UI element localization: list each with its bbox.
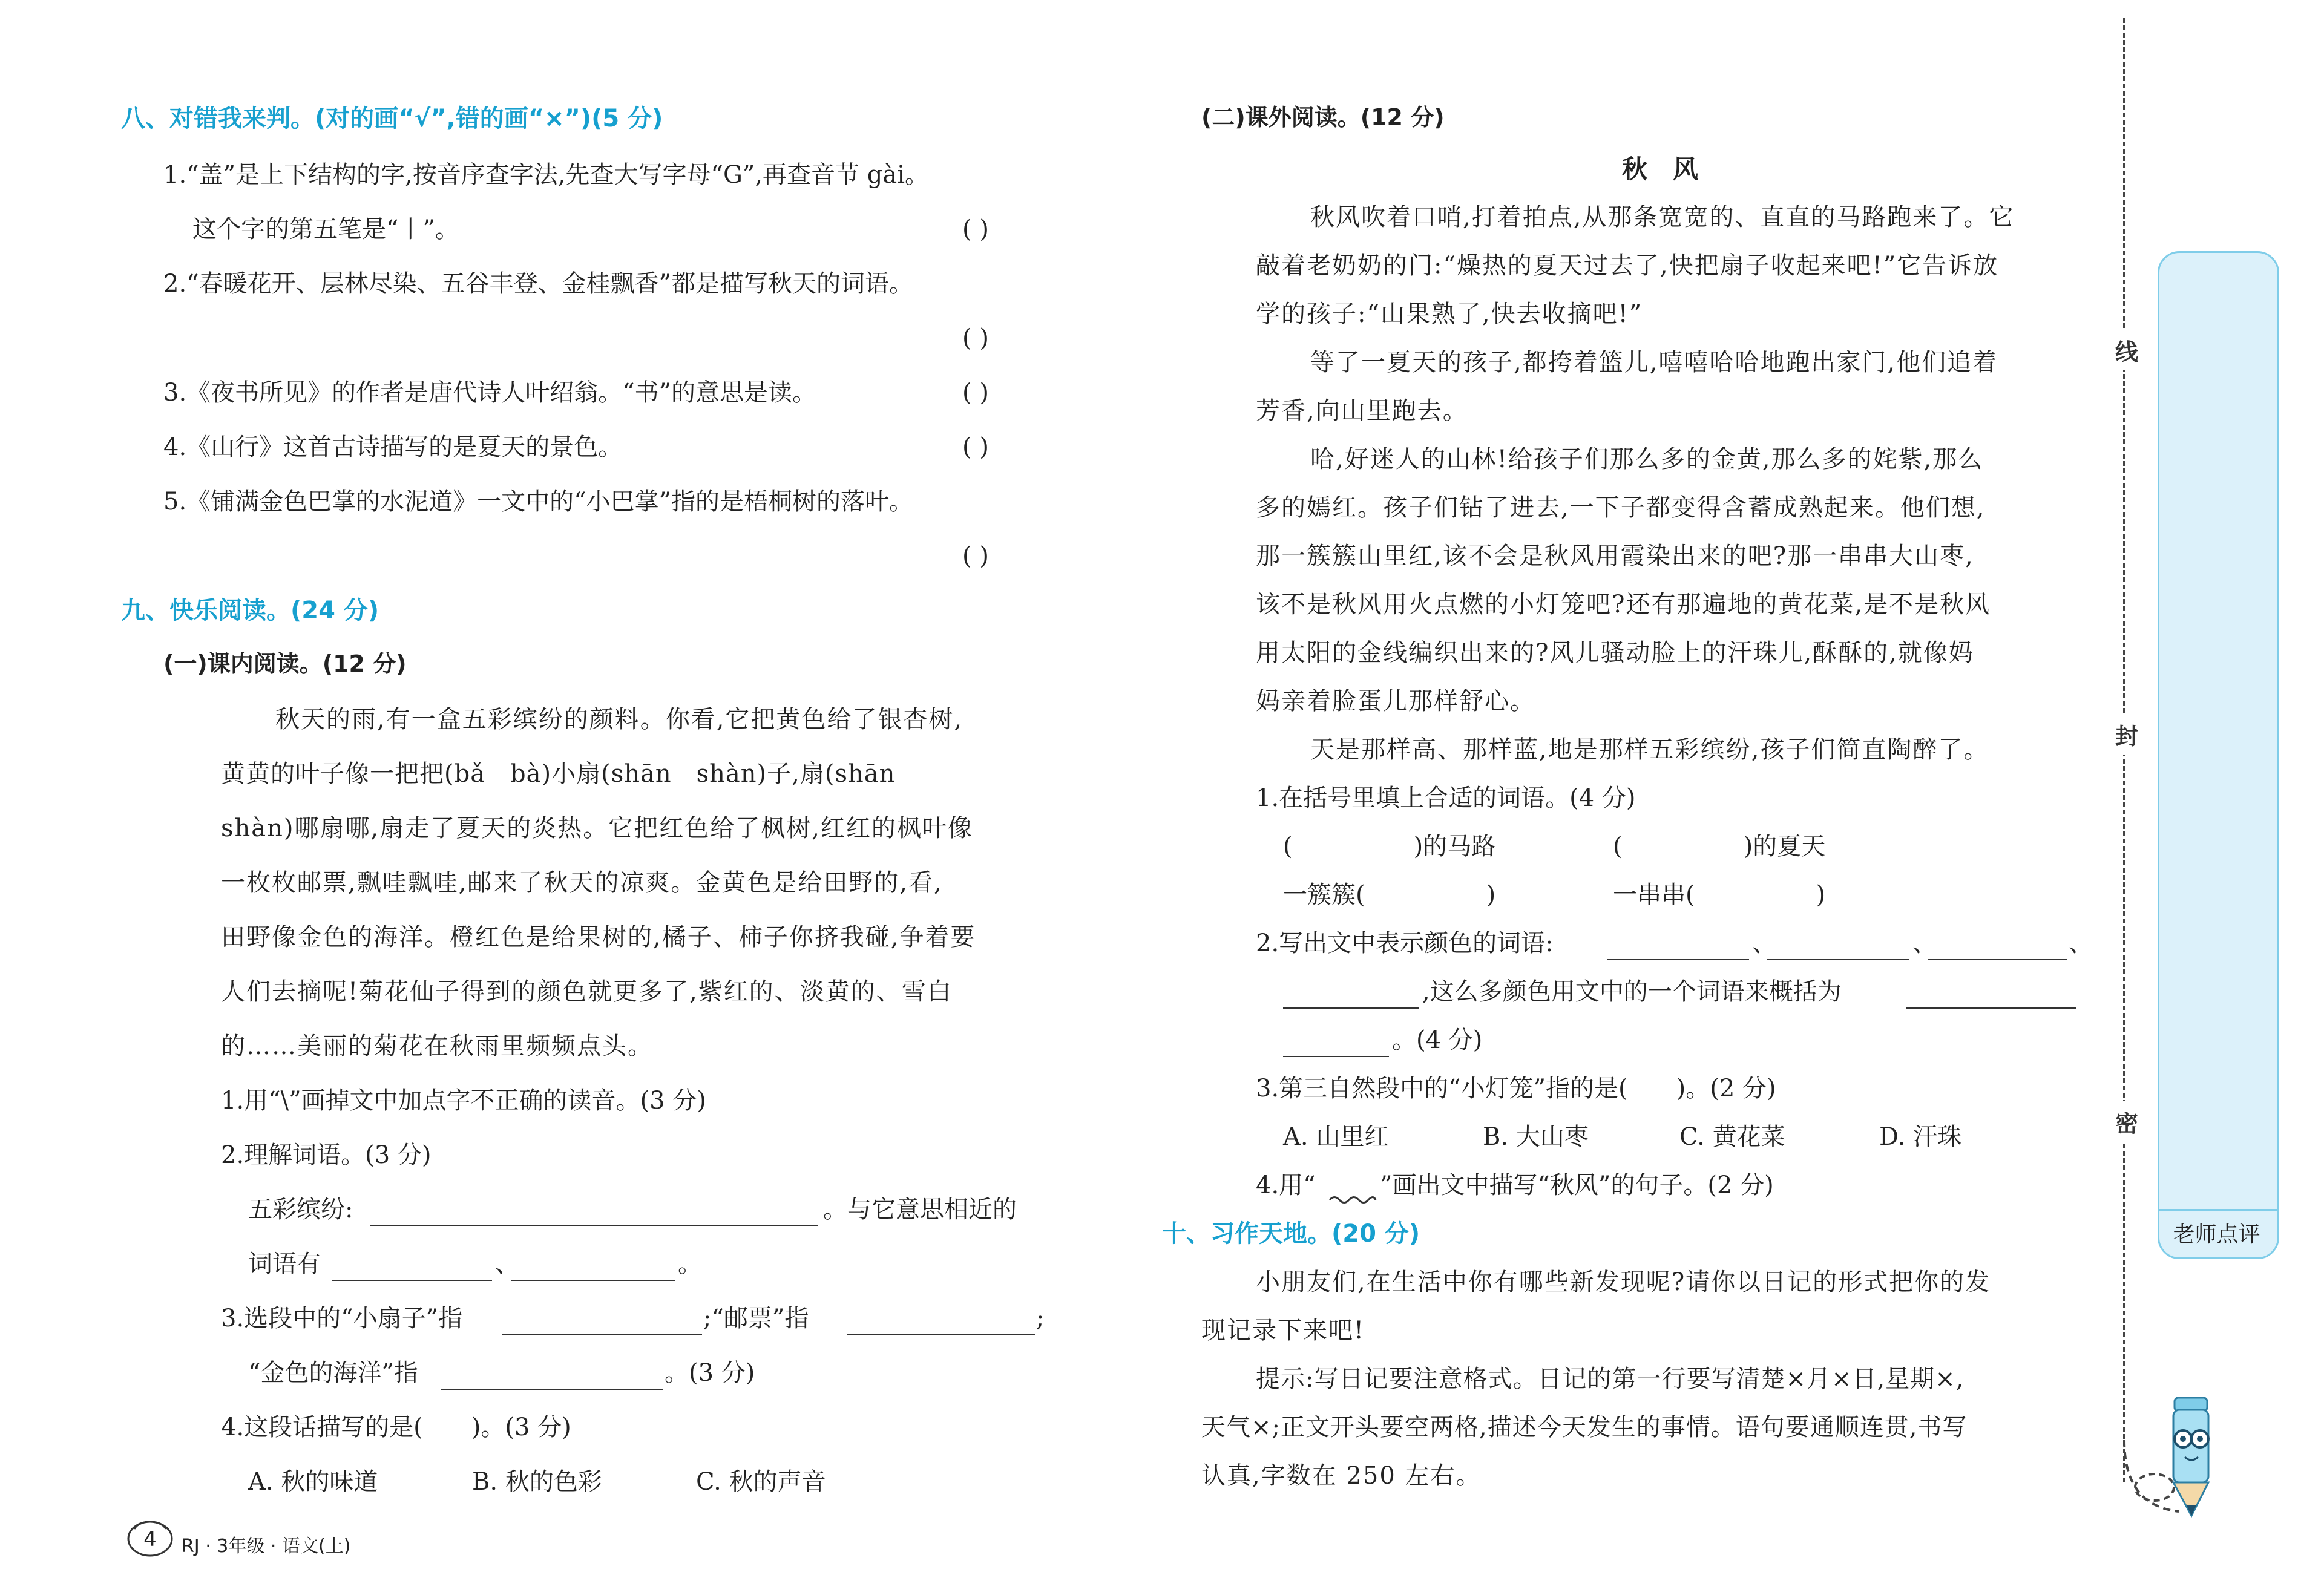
section-8-title: 八、对错我来判。(对的画“√”,错的画“×”)(5 分) [121, 105, 663, 133]
question-8-1-line2: 这个字的第五笔是“丨”。 [192, 215, 459, 243]
answer-paren-8-5[interactable]: ( ) [962, 542, 989, 570]
passage-1-line-6: 人们去摘呢!菊花仙子得到的颜色就更多了,紫红的、淡黄的、雪白 [221, 978, 953, 1006]
blank-color-summary[interactable] [1906, 1007, 2076, 1009]
blank-color-4[interactable] [1283, 1007, 1419, 1009]
part-1-title: (一)课内阅读。(12 分) [163, 650, 407, 677]
part2-question-2: 2.写出文中表示颜色的词语: [1256, 929, 1554, 957]
part1-q4-option-a[interactable]: A. 秋的味道 [248, 1468, 378, 1496]
blank-color-3[interactable] [1928, 959, 2067, 960]
passage-1-line-4: 一枚枚邮票,飘哇飘哇,邮来了秋天的凉爽。金黄色是给田野的,看, [221, 869, 943, 897]
wavy-line-icon [1328, 1193, 1377, 1207]
seal-char-xian: 线 [2115, 330, 2138, 370]
part1-q2-synonym-label: 词语有 [248, 1250, 321, 1278]
passage-1-line-2: 黄黄的叶子像一把把(bǎ bà)小扇(shān shàn)子,扇(shān [221, 760, 896, 788]
seal-char-feng: 封 [2115, 714, 2138, 755]
passage-2-line-4: 等了一夏天的孩子,都挎着篮儿,嘻嘻哈哈地跑出家门,他们追着 [1310, 349, 1998, 376]
blank-q2-synonym-1[interactable] [332, 1280, 492, 1281]
blank-q2-synonym-2[interactable] [511, 1280, 675, 1281]
passage-1-line-7: 的……美丽的菊花在秋雨里频频点头。 [221, 1032, 653, 1060]
answer-paren-8-2[interactable]: ( ) [962, 324, 989, 352]
part1-q3-semicolon: ; [1036, 1305, 1045, 1332]
blank-q2-meaning[interactable] [370, 1225, 818, 1226]
passage-1-line-1: 秋天的雨,有一盒五彩缤纷的颜料。你看,它把黄色给了银杏树, [275, 706, 963, 733]
part2-q3-option-a[interactable]: A. 山里红 [1283, 1123, 1389, 1151]
blank-color-1[interactable] [1607, 959, 1749, 960]
color-sep-3: 、 [2069, 929, 2093, 957]
writing-prompt-line-2: 现记录下来吧! [1201, 1317, 1365, 1344]
part1-q3-stamp: ;“邮票”指 [703, 1305, 809, 1332]
part1-q3-score: 。(3 分) [665, 1359, 755, 1387]
question-8-4: 4.《山行》这首古诗描写的是夏天的景色。 [163, 433, 623, 461]
writing-prompt-line-1: 小朋友们,在生活中你有哪些新发现呢?请你以日记的形式把你的发 [1256, 1268, 1991, 1296]
part2-q1-blank-strings[interactable]: 一串串( ) [1613, 881, 1826, 909]
section-9-title: 九、快乐阅读。(24 分) [121, 597, 379, 624]
page-number: 4 [143, 1527, 157, 1551]
pencil-mascot-icon [2152, 1392, 2230, 1525]
teacher-comment-label: 老师点评 [2173, 1222, 2260, 1247]
part2-question-4: 4.用“ [1256, 1171, 1316, 1199]
passage-2-line-2: 敲着老奶奶的门:“燥热的夏天过去了,快把扇子收起来吧!”它告诉放 [1256, 252, 1999, 280]
question-8-5: 5.《铺满金色巴掌的水泥道》一文中的“小巴掌”指的是梧桐树的落叶。 [163, 488, 914, 516]
part1-question-2: 2.理解词语。(3 分) [221, 1141, 432, 1169]
part2-q1-blank-summer[interactable]: ( )的夏天 [1613, 833, 1826, 860]
part2-q3-option-b[interactable]: B. 大山枣 [1483, 1123, 1589, 1151]
part1-q2-label: 五彩缤纷: [248, 1196, 353, 1223]
blank-color-2[interactable] [1767, 959, 1909, 960]
part1-question-3: 3.选段中的“小扇子”指 [221, 1305, 463, 1332]
blank-q3-fan[interactable] [502, 1334, 702, 1335]
writing-prompt-line-3: 提示:写日记要注意格式。日记的第一行要写清楚×月×日,星期×, [1256, 1365, 1965, 1393]
footer-text: RJ · 3年级 · 语文(上) [182, 1536, 351, 1557]
passage-1-line-5: 田野像金色的海洋。橙红色是给果树的,橘子、柿子你挤我碰,争着要 [221, 923, 976, 951]
part1-q2-end: 。 [678, 1250, 702, 1278]
section-10-title: 十、习作天地。(20 分) [1162, 1220, 1420, 1248]
part1-q4-option-b[interactable]: B. 秋的色彩 [472, 1468, 602, 1496]
part1-q2-sep: 、 [495, 1250, 519, 1278]
passage-2-line-6: 哈,好迷人的山林!给孩子们那么多的金黄,那么多的姹紫,那么 [1310, 445, 1984, 473]
writing-prompt-line-4: 天气×;正文开头要空两格,描述今天发生的事情。语句要通顺连贯,书写 [1201, 1413, 1968, 1441]
part1-q4-option-c[interactable]: C. 秋的声音 [696, 1468, 826, 1496]
passage-2-line-7: 多的嫣红。孩子们钻了进去,一下子都变得含蓄成熟起来。他们想, [1256, 494, 1986, 522]
passage-2-line-11: 妈亲着脸蛋儿那样舒心。 [1256, 687, 1535, 715]
article-title: 秋 风 [1622, 154, 1699, 184]
part1-q3-ocean: “金色的海洋”指 [248, 1359, 418, 1387]
part2-q3-option-d[interactable]: D. 汗珠 [1879, 1123, 1962, 1151]
part2-q3-option-c[interactable]: C. 黄花菜 [1679, 1123, 1785, 1151]
part-2-title: (二)课外阅读。(12 分) [1201, 104, 1445, 131]
color-sep-1: 、 [1752, 929, 1776, 957]
part2-question-1: 1.在括号里填上合适的词语。(4 分) [1256, 784, 1636, 812]
passage-2-line-5: 芳香,向山里跑去。 [1256, 397, 1468, 425]
part1-question-4: 4.这段话描写的是( )。(3 分) [221, 1413, 571, 1441]
color-sep-2: 、 [1912, 929, 1937, 957]
writing-prompt-line-5: 认真,字数在 250 左右。 [1201, 1462, 1482, 1490]
teacher-comment-box[interactable] [2158, 251, 2279, 1259]
part1-q2-synonym-prompt: 。与它意思相近的 [823, 1196, 1017, 1223]
question-8-3: 3.《夜书所见》的作者是唐代诗人叶绍翁。“书”的意思是读。 [163, 379, 817, 407]
passage-2-line-3: 学的孩子:“山果熟了,快去收摘吧!” [1256, 300, 1643, 328]
passage-2-line-12: 天是那样高、那样蓝,地是那样五彩缤纷,孩子们简直陶醉了。 [1310, 736, 1989, 764]
answer-paren-8-3[interactable]: ( ) [962, 379, 989, 407]
passage-2-line-10: 用太阳的金线编织出来的?风儿骚动脸上的汗珠儿,酥酥的,就像妈 [1256, 639, 1974, 667]
answer-paren-8-4[interactable]: ( ) [962, 433, 989, 461]
passage-2-line-8: 那一簇簇山里红,该不会是秋风用霞染出来的吧?那一串串大山枣, [1256, 542, 1974, 570]
part2-q1-blank-clusters[interactable]: 一簇簇( ) [1283, 881, 1496, 909]
passage-2-line-9: 该不是秋风用火点燃的小灯笼吧?还有那遍地的黄花菜,是不是秋风 [1256, 591, 1991, 618]
part2-q2-score: 。(4 分) [1392, 1026, 1483, 1054]
part2-q1-blank-road[interactable]: ( )的马路 [1283, 833, 1496, 860]
part1-question-1: 1.用“\”画掉文中加点字不正确的读音。(3 分) [221, 1087, 706, 1115]
blank-q3-ocean[interactable] [441, 1389, 663, 1390]
question-8-1-line1: 1.“盖”是上下结构的字,按音序查字法,先查大写字母“G”,再查音节 gài。 [163, 161, 930, 189]
part2-question-4-rest: ”画出文中描写“秋风”的句子。(2 分) [1380, 1171, 1774, 1199]
page-number-badge [126, 1516, 174, 1558]
passage-2-line-1: 秋风吹着口哨,打着拍点,从那条宽宽的、直直的马路跑来了。它 [1310, 203, 2015, 231]
part2-q2-summary-prompt: ,这么多颜色用文中的一个词语来概括为 [1422, 978, 1842, 1006]
question-8-2: 2.“春暖花开、层林尽染、五谷丰登、金桂飘香”都是描写秋天的词语。 [163, 270, 914, 298]
answer-paren-8-1[interactable]: ( ) [962, 215, 989, 243]
part2-question-3: 3.第三自然段中的“小灯笼”指的是( )。(2 分) [1256, 1075, 1776, 1102]
blank-q3-stamp[interactable] [847, 1334, 1035, 1335]
passage-1-line-3: shàn)哪扇哪,扇走了夏天的炎热。它把红色给了枫树,红红的枫叶像 [221, 814, 973, 842]
seal-char-mi: 密 [2115, 1101, 2138, 1142]
blank-color-summary-cont[interactable] [1283, 1056, 1389, 1057]
